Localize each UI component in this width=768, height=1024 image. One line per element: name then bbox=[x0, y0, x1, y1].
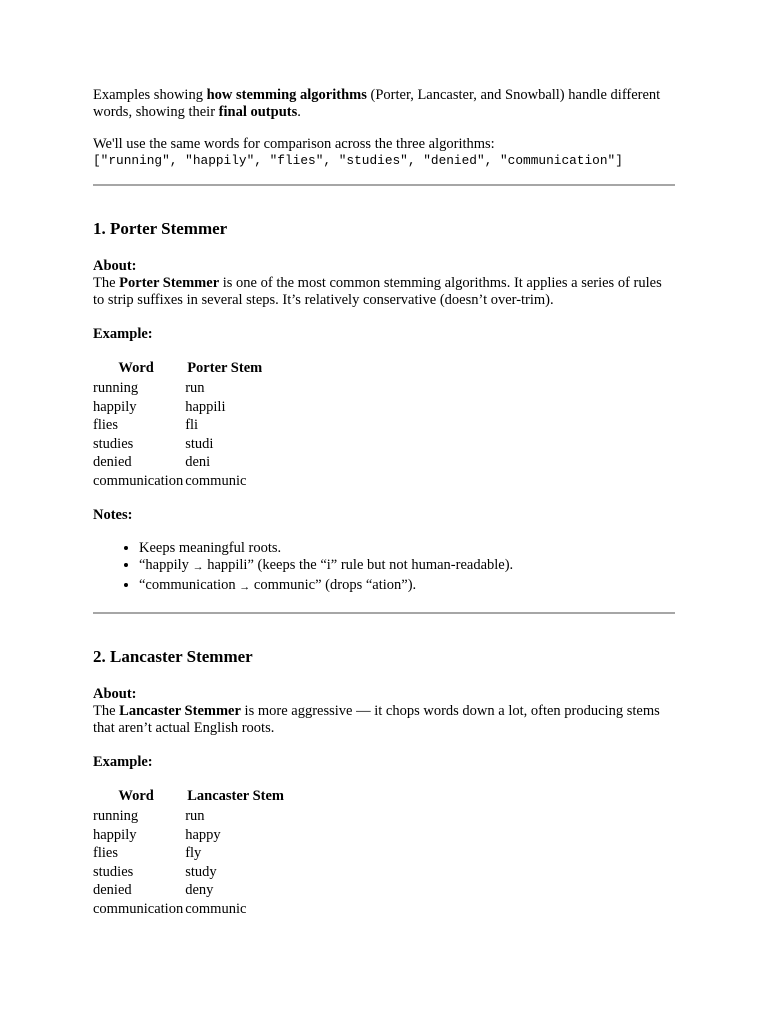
porter-about-text bbox=[93, 275, 675, 309]
table-header-row bbox=[93, 359, 268, 379]
stem-cell: run bbox=[185, 808, 205, 825]
table-row bbox=[93, 863, 290, 882]
lancaster-name-bold: Lancaster Stemmer bbox=[119, 703, 241, 720]
intro-text: . bbox=[297, 104, 301, 120]
table-row bbox=[93, 826, 290, 845]
stem-cell: communic bbox=[185, 472, 247, 489]
porter-table bbox=[93, 359, 268, 491]
note-text: “happily bbox=[139, 557, 193, 574]
intro-bold-outputs: final outputs bbox=[218, 104, 298, 120]
list-item bbox=[139, 577, 675, 597]
word-cell: studies bbox=[93, 863, 134, 880]
table-row bbox=[93, 881, 290, 900]
stem-cell: fly bbox=[185, 845, 202, 862]
column-header-word: Word bbox=[118, 788, 154, 805]
stem-cell: happy bbox=[185, 826, 221, 843]
word-cell: happily bbox=[93, 826, 137, 843]
word-cell: flies bbox=[93, 845, 118, 862]
table-row bbox=[93, 398, 268, 417]
stem-cell: happili bbox=[185, 398, 226, 415]
column-header-stem: Lancaster Stem bbox=[187, 788, 284, 805]
stem-cell: fli bbox=[185, 417, 199, 434]
porter-heading: 1. Porter Stemmer bbox=[93, 219, 228, 238]
stem-cell: studi bbox=[185, 435, 214, 452]
lancaster-heading: 2. Lancaster Stemmer bbox=[93, 647, 253, 667]
word-cell: communication bbox=[93, 901, 184, 918]
word-cell: denied bbox=[93, 454, 132, 471]
table-row bbox=[93, 807, 290, 826]
intro-text: Examples showing bbox=[93, 87, 207, 103]
table-row bbox=[93, 435, 268, 454]
word-cell: flies bbox=[93, 417, 118, 434]
porter-notes-label: Notes: bbox=[93, 506, 133, 523]
column-header-word: Word bbox=[118, 360, 154, 376]
table-row bbox=[93, 453, 268, 472]
note-text: communic” (drops “ation”). bbox=[250, 576, 417, 593]
intro-bold-algorithms: how stemming algorithms bbox=[206, 87, 367, 103]
section-divider bbox=[93, 612, 675, 614]
column-header-stem: Porter Stem bbox=[187, 360, 263, 376]
porter-example-label: Example: bbox=[93, 326, 153, 342]
table-row bbox=[93, 472, 268, 491]
intro-text: (Porter, Lancaster, and Snowball) handle different words, showing their bbox=[93, 87, 661, 120]
word-cell: happily bbox=[93, 398, 137, 415]
stem-cell: run bbox=[185, 380, 205, 396]
about-text: is one of the most common stemming algorithms. It applies a series of rules to strip suffixes in several steps. It’s relatively conservative (doesn’t over-trim). bbox=[93, 275, 662, 308]
words-list-code: ["running", "happily", "flies", "studies", "denied", "communication"] bbox=[93, 153, 623, 168]
lancaster-about-text bbox=[93, 703, 675, 737]
list-item bbox=[139, 540, 675, 558]
word-cell: running bbox=[93, 380, 139, 396]
porter-about-label: About: bbox=[93, 258, 137, 274]
stem-cell: communic bbox=[185, 901, 247, 918]
word-cell: denied bbox=[93, 882, 132, 899]
about-text: The bbox=[93, 703, 120, 720]
comparison-sentence: We'll use the same words for comparison across the three algorithms: bbox=[93, 136, 495, 152]
word-cell: running bbox=[93, 808, 139, 825]
lancaster-about-label: About: bbox=[93, 686, 137, 703]
section-divider bbox=[93, 184, 675, 186]
table-row bbox=[93, 844, 290, 863]
word-cell: communication bbox=[93, 472, 184, 489]
table-row bbox=[93, 416, 268, 435]
intro-paragraph bbox=[93, 87, 675, 121]
about-text: is more aggressive — it chops words down a lot, often producing stems that aren’t actual English roots. bbox=[93, 703, 660, 737]
word-cell: studies bbox=[93, 435, 134, 452]
arrow-icon: → bbox=[192, 561, 204, 574]
note-text: happili” (keeps the “i” rule but not human-readable). bbox=[203, 557, 514, 574]
note-text: “communication bbox=[139, 576, 240, 593]
arrow-icon: → bbox=[239, 580, 251, 593]
stem-cell: deny bbox=[185, 882, 214, 899]
lancaster-table bbox=[93, 787, 290, 919]
table-header-row bbox=[93, 787, 290, 807]
table-row bbox=[93, 900, 290, 919]
porter-name-bold: Porter Stemmer bbox=[119, 275, 220, 291]
stem-cell: deni bbox=[185, 454, 211, 471]
porter-notes-list bbox=[93, 540, 675, 597]
list-item bbox=[139, 557, 675, 577]
stem-cell: study bbox=[185, 863, 217, 880]
note-text: Keeps meaningful roots. bbox=[139, 539, 282, 556]
table-row bbox=[93, 379, 268, 398]
about-text: The bbox=[93, 275, 120, 291]
lancaster-example-label: Example: bbox=[93, 754, 153, 771]
